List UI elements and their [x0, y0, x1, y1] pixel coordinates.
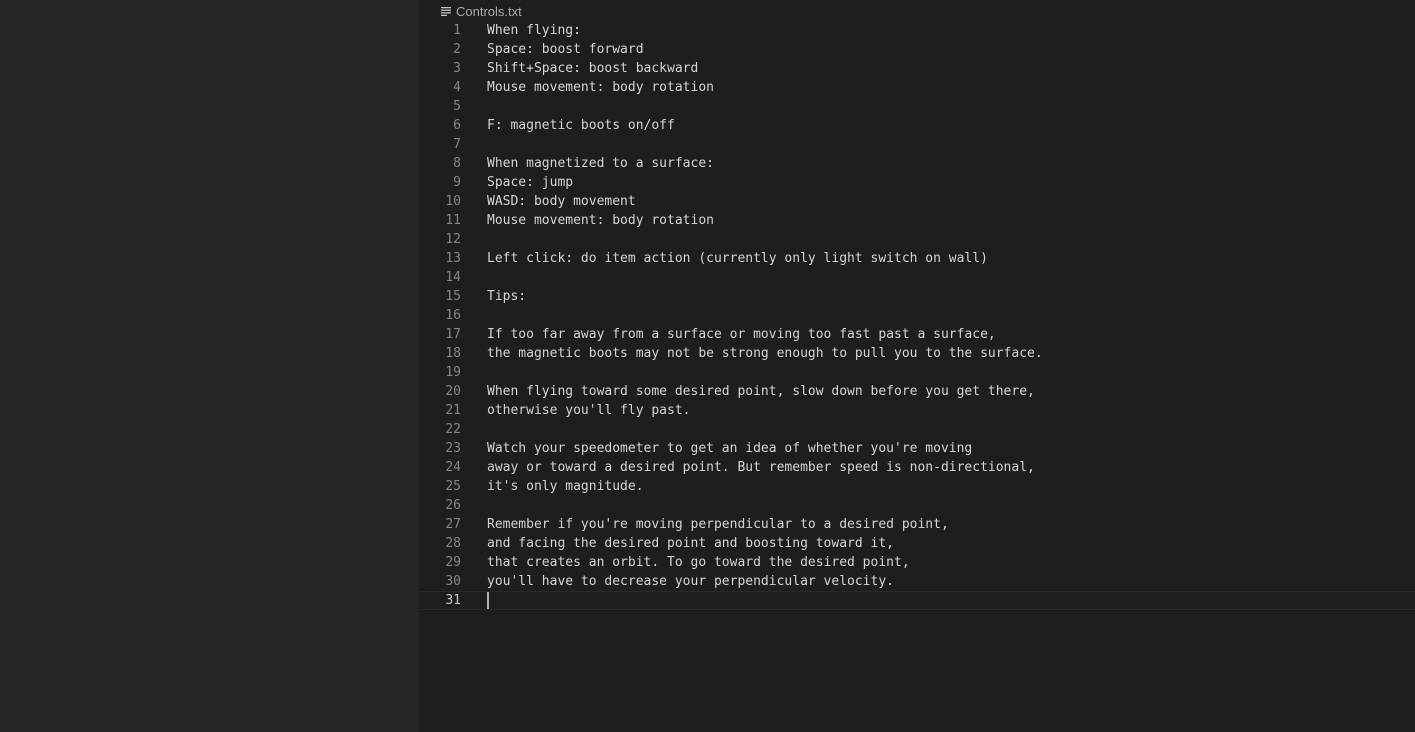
line-text[interactable]: Shift+Space: boost backward [487, 61, 699, 76]
line-text[interactable]: If too far away from a surface or moving too fast past a surface, [487, 327, 996, 342]
line-number: 21 [445, 403, 461, 418]
code-line[interactable] [419, 211, 1415, 230]
line-text[interactable]: Tips: [487, 289, 527, 304]
text-cursor [487, 592, 489, 609]
code-line[interactable] [419, 572, 1415, 591]
line-text[interactable]: the magnetic boots may not be strong enough to pull you to the surface. [487, 346, 1043, 361]
line-number: 5 [453, 99, 461, 114]
breadcrumb[interactable] [441, 2, 522, 20]
line-number: 11 [445, 213, 461, 228]
code-line[interactable] [419, 40, 1415, 59]
line-text[interactable]: When flying: [487, 23, 581, 38]
code-line[interactable] [419, 401, 1415, 420]
line-text[interactable]: away or toward a desired point. But remember speed is non-directional, [487, 460, 1035, 475]
line-number: 1 [453, 23, 461, 38]
code-line[interactable] [419, 97, 1415, 116]
line-number: 29 [445, 555, 461, 570]
breadcrumb-file-name[interactable]: Controls.txt [456, 3, 522, 19]
line-number: 24 [445, 460, 461, 475]
code-line[interactable] [419, 344, 1415, 363]
code-line[interactable] [419, 325, 1415, 344]
code-line[interactable] [419, 534, 1415, 553]
code-line[interactable] [419, 287, 1415, 306]
code-line[interactable] [419, 268, 1415, 287]
line-text[interactable]: Mouse movement: body rotation [487, 213, 714, 228]
line-text[interactable]: it's only magnitude. [487, 479, 644, 494]
line-text[interactable]: and facing the desired point and boosting toward it, [487, 536, 894, 551]
line-text[interactable]: otherwise you'll fly past. [487, 403, 691, 418]
line-text[interactable]: that creates an orbit. To go toward the desired point, [487, 555, 910, 570]
line-number: 27 [445, 517, 461, 532]
code-line[interactable] [419, 420, 1415, 439]
line-number: 28 [445, 536, 461, 551]
line-number: 10 [445, 194, 461, 209]
text-file-icon [441, 6, 451, 16]
line-text[interactable]: you'll have to decrease your perpendicular velocity. [487, 574, 894, 589]
line-number: 26 [445, 498, 461, 513]
line-number: 20 [445, 384, 461, 399]
code-line[interactable] [419, 306, 1415, 325]
line-text[interactable]: Remember if you're moving perpendicular to a desired point, [487, 517, 949, 532]
line-number: 13 [445, 251, 461, 266]
line-number: 16 [445, 308, 461, 323]
code-line[interactable] [419, 230, 1415, 249]
line-number: 2 [453, 42, 461, 57]
line-number: 15 [445, 289, 461, 304]
code-line[interactable] [419, 192, 1415, 211]
code-line[interactable] [419, 496, 1415, 515]
code-line[interactable] [419, 78, 1415, 97]
line-text[interactable]: F: magnetic boots on/off [487, 118, 675, 133]
line-text[interactable]: When magnetized to a surface: [487, 156, 714, 171]
line-number: 23 [445, 441, 461, 456]
code-line[interactable] [419, 173, 1415, 192]
code-line[interactable] [419, 591, 1415, 610]
code-line[interactable] [419, 458, 1415, 477]
line-number: 22 [445, 422, 461, 437]
side-panel [0, 0, 419, 732]
line-number: 19 [445, 365, 461, 380]
line-number: 7 [453, 137, 461, 152]
code-line[interactable] [419, 249, 1415, 268]
code-line[interactable] [419, 553, 1415, 572]
line-number: 31 [445, 593, 461, 608]
line-number: 8 [453, 156, 461, 171]
line-text[interactable]: Left click: do item action (currently only light switch on wall) [487, 251, 988, 266]
line-number: 30 [445, 574, 461, 589]
line-number: 9 [453, 175, 461, 190]
code-line[interactable] [419, 154, 1415, 173]
code-line[interactable] [419, 363, 1415, 382]
line-number: 3 [453, 61, 461, 76]
line-text[interactable]: Space: jump [487, 175, 574, 190]
code-line[interactable] [419, 116, 1415, 135]
line-number: 25 [445, 479, 461, 494]
line-number: 18 [445, 346, 461, 361]
code-line[interactable] [419, 477, 1415, 496]
code-line[interactable] [419, 21, 1415, 40]
line-number: 4 [453, 80, 461, 95]
line-text[interactable]: When flying toward some desired point, slow down before you get there, [487, 384, 1035, 399]
line-number: 14 [445, 270, 461, 285]
line-text[interactable]: Space: boost forward [487, 42, 644, 57]
line-number: 12 [445, 232, 461, 247]
line-text[interactable]: WASD: body movement [487, 194, 636, 209]
code-area[interactable] [419, 21, 1415, 610]
line-number: 17 [445, 327, 461, 342]
code-line[interactable] [419, 59, 1415, 78]
line-number: 6 [453, 118, 461, 133]
text-editor[interactable] [419, 0, 1415, 732]
code-line[interactable] [419, 135, 1415, 154]
code-line[interactable] [419, 439, 1415, 458]
code-line[interactable] [419, 382, 1415, 401]
line-text[interactable]: Watch your speedometer to get an idea of whether you're moving [487, 441, 973, 456]
code-line[interactable] [419, 515, 1415, 534]
line-text[interactable]: Mouse movement: body rotation [487, 80, 714, 95]
